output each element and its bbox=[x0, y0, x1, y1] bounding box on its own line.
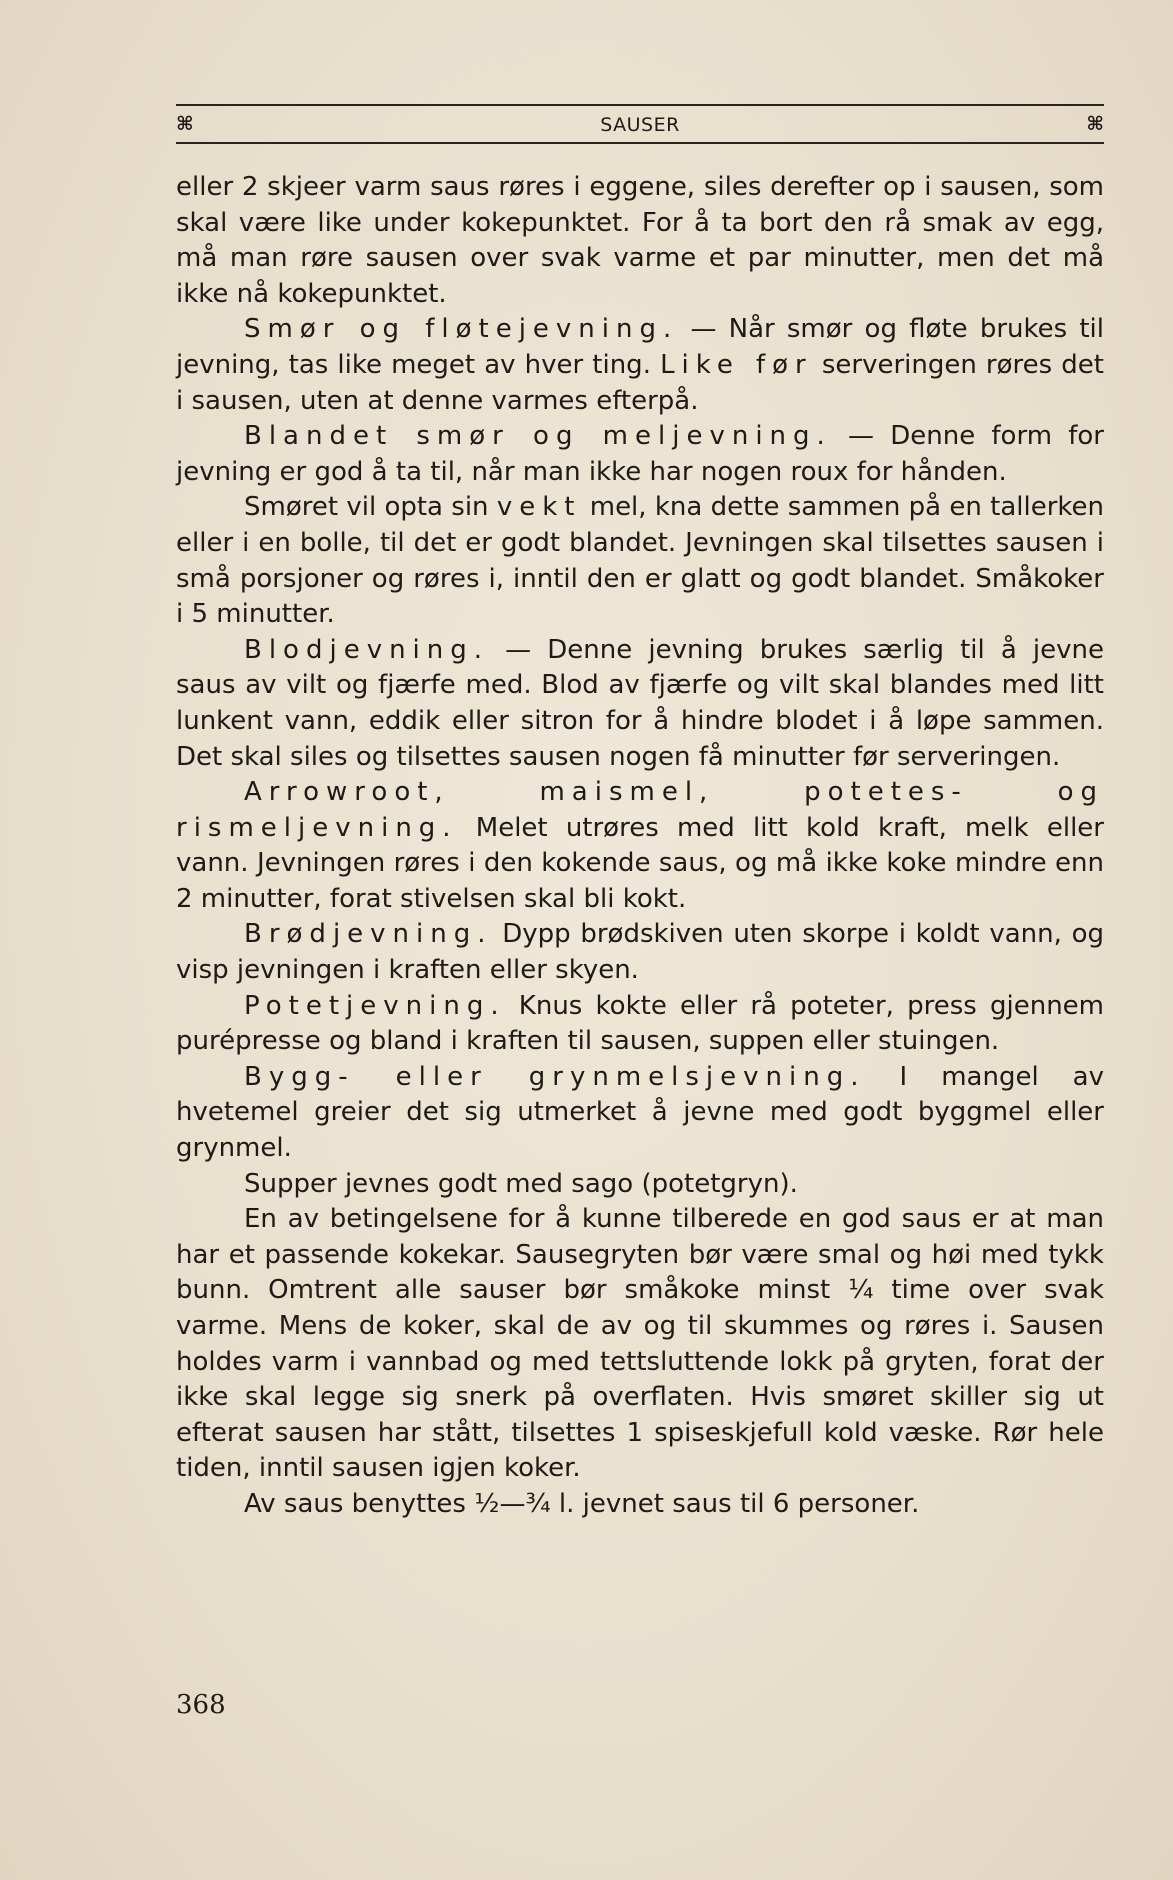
paragraph bbox=[176, 419, 1104, 490]
spaced-heading: vekt bbox=[496, 492, 582, 523]
page-title: SAUSER bbox=[600, 114, 680, 136]
paragraph bbox=[176, 170, 1104, 312]
body-text bbox=[176, 170, 1104, 1523]
paragraph-text: En av betingelsene for å kunne tilberede en god saus er at man har et passende kokekar. Sausegryten bør være smal og høi med tykk bunn. Omtrent alle sauser bør småkoke minst ¼ time over svak varme. Mens de koker, skal de av og til skummes og røres i. Sausen holdes varm i vannbad og med tettsluttende lokk på gryten, forat der ikke skal legge sig snerk på overflaten. Hvis smøret skiller sig ut efterat sausen har stått, tilsettes 1 spiseskjefull kold væske. Rør hele tiden, inntil sausen igjen koker. bbox=[176, 1204, 1104, 1484]
paragraph-text: Melet utrøres med litt kold kraft, melk eller vann. Jevningen røres i den kokende saus, og må ikke koke mindre enn 2 minutter, forat stivelsen skal bli kokt. bbox=[176, 812, 1104, 914]
spaced-heading: Like før bbox=[660, 349, 813, 380]
paragraph-text: serveringen røres det i sausen, uten at denne varmes efterpå. bbox=[176, 349, 1104, 416]
ornament-left-icon: ⌘ bbox=[176, 113, 194, 135]
paragraph bbox=[176, 917, 1104, 988]
running-header bbox=[176, 104, 1104, 144]
paragraph bbox=[176, 989, 1104, 1060]
header-rule-top bbox=[176, 104, 1104, 106]
spaced-heading: Smør og fløtejevning. bbox=[244, 314, 679, 345]
paragraph-text: — Denne jevning brukes særlig til å jevne saus av vilt og fjærfe med. Blod av fjærfe og vilt skal blandes med litt lunkent vann, eddik eller sitron for å hindre blodet i å løpe sammen. Det skal siles og tilsettes sausen nogen få minutter før serveringen. bbox=[176, 634, 1104, 772]
paragraph bbox=[176, 490, 1104, 632]
paragraph-text: — Denne form for jevning er god å ta til, når man ikke har nogen roux for hånden. bbox=[176, 421, 1104, 487]
header-rule-bottom bbox=[176, 142, 1104, 144]
paragraph-text: mel, kna dette sammen på en tallerken eller i en bolle, til det er godt blandet. Jevningen skal tilsettes sausen i små porsjoner og røres i, inntil den er glatt og godt blandet. Småkoker i 5 minutter. bbox=[176, 492, 1104, 630]
paragraph-text: — Når smør og fløte brukes til jevning, tas like meget av hver ting. bbox=[176, 314, 1104, 380]
paragraph-text: Av saus benyttes ½—¾ l. jevnet saus til 6 personer. bbox=[244, 1488, 920, 1519]
paragraph bbox=[176, 1202, 1104, 1487]
ornament-right-icon: ⌘ bbox=[1086, 113, 1104, 135]
paragraph bbox=[176, 775, 1104, 917]
spaced-heading: Arrowroot, maismel, potetes- og rismeljevning. bbox=[176, 777, 1104, 843]
paragraph bbox=[176, 1167, 1104, 1203]
paragraph-text: Knus kokte eller rå poteter, press gjennem purépresse og bland i kraften til sausen, suppen eller stuingen. bbox=[176, 990, 1104, 1057]
spaced-heading: Blodjevning. bbox=[244, 634, 490, 665]
paragraph-text: Supper jevnes godt med sago (potetgryn). bbox=[244, 1168, 798, 1199]
page-number: 368 bbox=[176, 1690, 226, 1720]
spaced-heading: Blandet smør og meljevning. bbox=[244, 421, 832, 452]
spaced-heading: Bygg- eller grynmelsjevning. bbox=[244, 1061, 866, 1092]
paragraph bbox=[176, 1060, 1104, 1167]
paragraph bbox=[176, 633, 1104, 775]
spaced-heading: Potetjevning. bbox=[244, 990, 506, 1021]
paragraph bbox=[176, 312, 1104, 419]
spaced-heading: Brødjevning. bbox=[244, 919, 493, 950]
paragraph-text: eller 2 skjeer varm saus røres i eggene, siles derefter op i sausen, som skal være like under kokepunktet. For å ta bort den rå smak av egg, må man røre sausen over svak varme et par minutter, men det må ikke nå kokepunktet. bbox=[176, 172, 1104, 309]
paragraph-text: I mangel av hvetemel greier det sig utmerket å jevne med godt byggmel eller grynmel. bbox=[176, 1061, 1105, 1164]
paragraph-text: Smøret vil opta sin bbox=[244, 492, 497, 523]
paragraph bbox=[176, 1487, 1104, 1523]
paragraph-text: Dypp brødskiven uten skorpe i koldt vann, og visp jevningen i kraften eller skyen. bbox=[176, 919, 1104, 986]
